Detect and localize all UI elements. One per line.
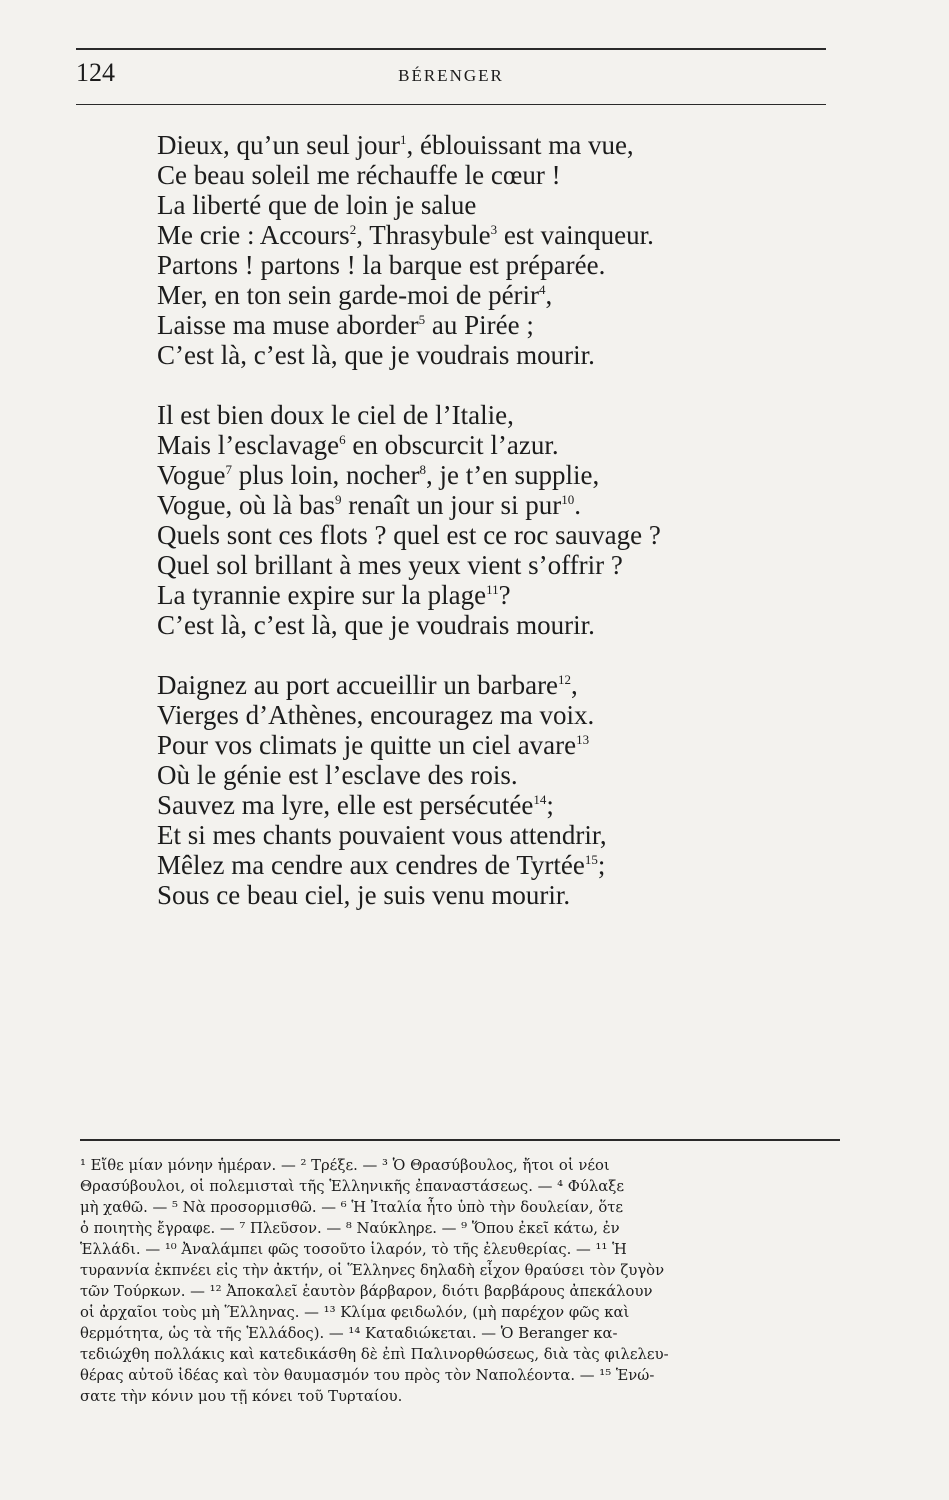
footnote-ref: 8 [419, 462, 426, 477]
verse-line: Ce beau soleil me réchauffe le cœur ! [157, 160, 561, 190]
stanza [157, 130, 777, 370]
stanza [157, 670, 777, 910]
footnote-line: τεδιώχθη πολλάκις καὶ κατεδικάσθη δὲ ἐπὶ Παλινορθώσεως, διὰ τὰς φιλελευ- [80, 1346, 669, 1363]
footnote-line: θέρας αὐτοῦ ἰδέας καὶ τὸν θαυμασμόν του πρὸς τὸν Ναπολέοντα. — ¹⁵ Ἑνώ- [80, 1367, 655, 1384]
footnote-line: οἱ ἀρχαῖοι τοὺς μὴ Ἕλληνας. — ¹³ Κλίμα φειδωλόν, (μὴ παρέχον φῶς καὶ [80, 1304, 630, 1321]
footnote-line: θερμότητα, ὡς τὰ τῆς Ἑλλάδος). — ¹⁴ Καταδιώκεται. — Ὁ Beranger κα- [80, 1325, 618, 1342]
verse-line: La liberté que de loin je salue [157, 190, 477, 220]
verse-line: Vogue$^7$ plus loin, nocher$^8$, je t’en supplie, [157, 460, 600, 490]
verse-line: Sauvez ma lyre, elle est persécutée$^{14}$; [157, 790, 554, 820]
verse-line: Il est bien doux le ciel de l’Italie, [157, 400, 514, 430]
footnote-ref: 5 [418, 312, 426, 327]
footnote-rule [80, 1139, 840, 1141]
verse-line: Quels sont ces flots ? quel est ce roc sauvage ? [157, 520, 661, 550]
verse-line: Me crie : Accours$^2$, Thrasybule$^3$ est vainqueur. [157, 220, 654, 250]
page-number: 124 [76, 58, 115, 87]
poem [157, 130, 777, 940]
verse-line: Mêlez ma cendre aux cendres de Tyrtée$^{15}$; [157, 850, 606, 880]
header-rule [76, 104, 826, 105]
verse-line: Mais l’esclavage$^6$ en obscurcit l’azur. [157, 430, 559, 460]
footnote-line: ¹ Εἴθε μίαν μόνην ἡμέραν. — ² Τρέξε. — ³ Ὁ Θρασύβουλος, ἤτοι οἱ νέοι [80, 1157, 610, 1174]
verse-line: C’est là, c’est là, que je voudrais mourir. [157, 340, 595, 370]
footnote-ref: 4 [539, 282, 546, 297]
verse-line: Vierges d’Athènes, encouragez ma voix. [157, 700, 595, 730]
verse-line: Vogue, où là bas$^9$ renaît un jour si pur$^{10}$. [157, 490, 581, 520]
verse-line: Quel sol brillant à mes yeux vient s’offrir ? [157, 550, 623, 580]
verse-line: C’est là, c’est là, que je voudrais mourir. [157, 610, 595, 640]
footnote-ref: 11 [486, 582, 499, 597]
footnote-line: σατε τὴν κόνιν μου τῇ κόνει τοῦ Τυρταίου. [80, 1388, 403, 1405]
footnote-ref: 7 [225, 462, 233, 477]
footnote-ref: 14 [533, 792, 547, 807]
verse-line: Pour vos climats je quitte un ciel avare$^{13}$ [157, 730, 590, 760]
footnote-line: Θρασύβουλοι, οἱ πολεμισταὶ τῆς Ἑλληνικῆς ἐπαναστάσεως. — ⁴ Φύλαξε [80, 1178, 625, 1195]
running-head: BÉRENGER [398, 66, 504, 85]
footnote-ref: 15 [584, 852, 598, 867]
footnote-line: Ἑλλάδι. — ¹⁰ Ἀναλάμπει φῶς τοσοῦτο ἱλαρόν, τὸ τῆς ἐλευθερίας. — ¹¹ Ἡ [80, 1241, 627, 1258]
footnote-ref: 10 [561, 492, 575, 507]
page-header [76, 52, 826, 96]
verse-line: Où le génie est l’esclave des rois. [157, 760, 518, 790]
footnote-ref: 6 [339, 432, 346, 447]
top-rule [76, 48, 826, 50]
verse-line: Daignez au port accueillir un barbare$^{12}$, [157, 670, 578, 700]
footnotes [80, 1155, 840, 1407]
footnote-ref: 3 [490, 222, 498, 237]
verse-line: Mer, en ton sein garde-moi de périr$^4$, [157, 280, 553, 310]
footnote-ref: 12 [558, 672, 572, 687]
verse-line: Sous ce beau ciel, je suis venu mourir. [157, 880, 571, 910]
footnote-line: τῶν Τούρκων. — ¹² Ἀποκαλεῖ ἑαυτὸν βάρβαρον, διότι βαρβάρους ἀπεκάλουν [80, 1283, 653, 1300]
stanza [157, 400, 777, 640]
footnote-ref: 13 [576, 732, 590, 747]
footnote-line: ὁ ποιητὴς ἔγραφε. — ⁷ Πλεῦσον. — ⁸ Ναύκληρε. — ⁹ Ὅπου ἐκεῖ κάτω, ἐν [80, 1220, 620, 1237]
footnote-ref: 1 [399, 132, 407, 147]
footnote-line: μὴ χαθῶ. — ⁵ Νὰ προσορμισθῶ. — ⁶ Ἡ Ἰταλία ἦτο ὑπὸ τὴν δουλείαν, ὅτε [80, 1199, 624, 1216]
footnote-ref: 2 [349, 222, 357, 237]
verse-line: Laisse ma muse aborder$^5$ au Pirée ; [157, 310, 534, 340]
footnote-line: τυραννία ἐκπνέει εἰς τὴν ἀκτήν, οἱ Ἕλληνες δηλαδὴ εἶχον θραύσει τὸν ζυγὸν [80, 1262, 665, 1279]
verse-line: Et si mes chants pouvaient vous attendrir, [157, 820, 607, 850]
verse-line: Dieux, qu’un seul jour$^1$, éblouissant ma vue, [157, 130, 634, 160]
verse-line: La tyrannie expire sur la plage$^{11}$? [157, 580, 511, 610]
footnote-ref: 9 [334, 492, 342, 507]
verse-line: Partons ! partons ! la barque est préparée. [157, 250, 606, 280]
